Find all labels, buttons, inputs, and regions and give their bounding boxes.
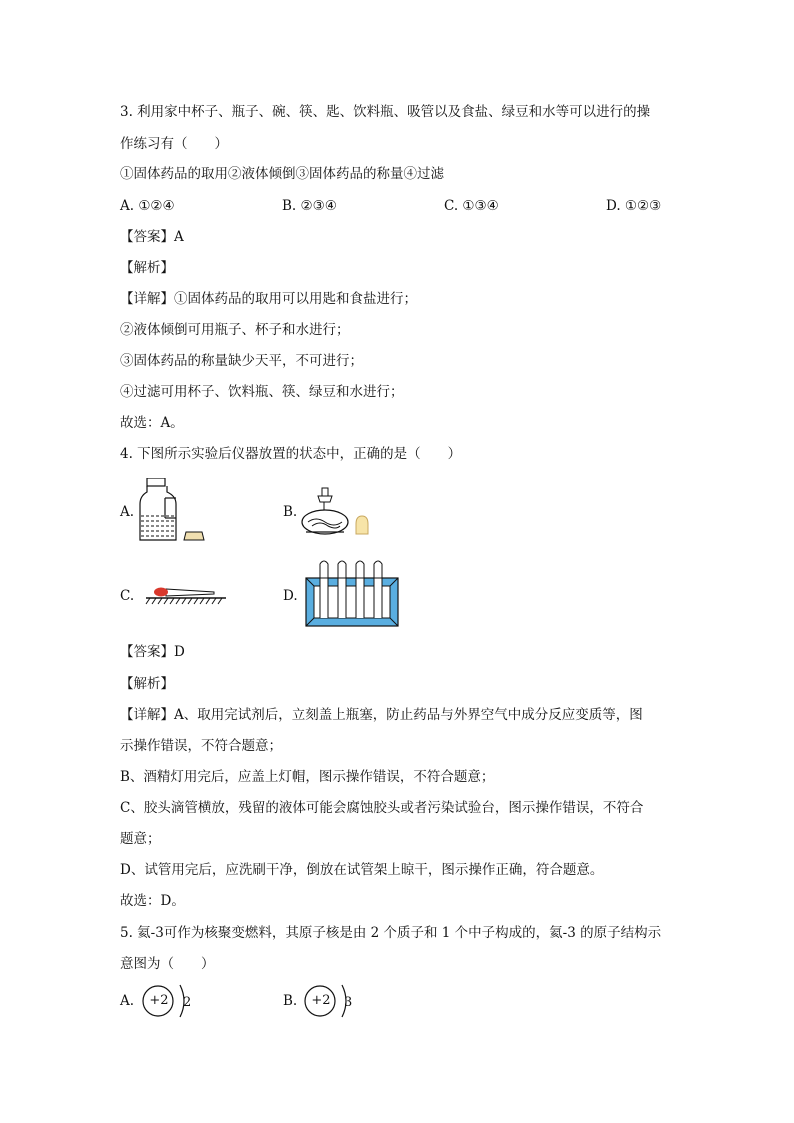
- q3-stem-line1: 3. 利用家中杯子、瓶子、碗、筷、匙、饮料瓶、吸管以及食盐、绿豆和水等可以进行的操: [120, 104, 651, 120]
- alcohol-lamp-figure: [300, 484, 380, 540]
- q3-analysis-heading: 【解析】: [120, 260, 174, 276]
- atom-b-electrons: 3: [344, 995, 353, 1010]
- q3-conclusion: 故选：A。: [120, 415, 184, 431]
- reagent-bottle-figure: [136, 478, 216, 544]
- dropper-figure: [144, 582, 228, 606]
- q3-option-b: B. ②③④: [282, 198, 337, 214]
- q4-detail-4: C、胶头滴管横放，残留的液体可能会腐蚀胶头或者污染试验台，图示操作错误，不符合: [120, 800, 644, 816]
- q3-option-c: C. ①③④: [444, 198, 499, 214]
- q5-label-a: A.: [120, 993, 135, 1009]
- q4-answer: 【答案】D: [120, 644, 185, 660]
- q3-option-a: A. ①②④: [120, 198, 175, 214]
- atom-b-nucleus: +2: [311, 993, 331, 1008]
- q3-items: ①固体药品的取用②液体倾倒③固体药品的称量④过滤: [120, 166, 444, 182]
- q4-label-d: D.: [283, 588, 298, 604]
- test-tube-rack-figure: [300, 556, 402, 632]
- q4-label-a: A.: [120, 504, 135, 520]
- q4-detail-2: 示操作错误，不符合题意；: [120, 738, 282, 754]
- q3-detail-4: ④过滤可用杯子、饮料瓶、筷、绿豆和水进行；: [120, 384, 404, 400]
- atom-a-nucleus: +2: [149, 993, 169, 1008]
- q4-analysis-heading: 【解析】: [120, 676, 174, 692]
- q3-detail-1: 【详解】①固体药品的取用可以用匙和食盐进行；: [120, 291, 417, 307]
- q4-detail-6: D、试管用完后，应洗刷干净，倒放在试管架上晾干，图示操作正确，符合题意。: [120, 862, 604, 878]
- q4-detail-1: 【详解】A、取用完试剂后，立刻盖上瓶塞，防止药品与外界空气中成分反应变质等，图: [120, 707, 643, 723]
- q5-stem-line1: 5. 氦-3可作为核聚变燃料，其原子核是由 2 个质子和 1 个中子构成的，氦-3 的原子结构示: [120, 925, 662, 941]
- q4-detail-3: B、酒精灯用完后，应盖上灯帽，图示操作错误，不符合题意；: [120, 769, 495, 785]
- q4-label-c: C.: [120, 588, 135, 604]
- q5-stem-line2: 意图为（ ）: [120, 956, 215, 972]
- q4-stem: 4. 下图所示实验后仪器放置的状态中，正确的是（ ）: [120, 446, 462, 462]
- q4-label-b: B.: [283, 504, 298, 520]
- atom-a-electrons: 2: [183, 995, 192, 1010]
- q5-label-b: B.: [283, 993, 298, 1009]
- q4-conclusion: 故选：D。: [120, 893, 185, 909]
- q3-answer: 【答案】A: [120, 229, 184, 245]
- q3-detail-2: ②液体倾倒可用瓶子、杯子和水进行；: [120, 322, 350, 338]
- q3-stem-line2: 作练习有（ ）: [120, 136, 228, 152]
- q3-detail-3: ③固体药品的称量缺少天平，不可进行；: [120, 353, 363, 369]
- q3-option-d: D. ①②③: [606, 198, 662, 214]
- q4-detail-5: 题意；: [120, 831, 161, 847]
